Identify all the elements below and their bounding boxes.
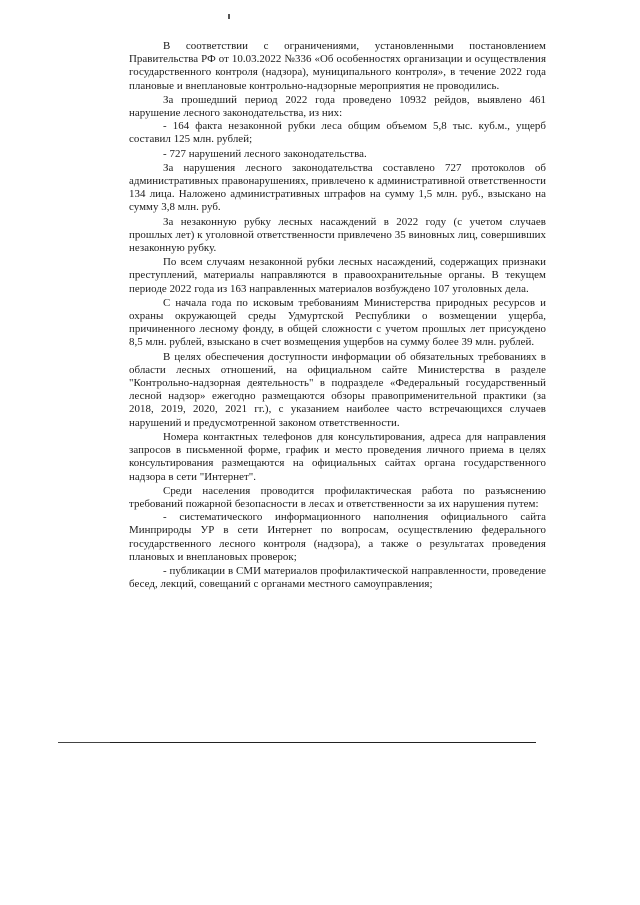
footnote-separator [62,742,536,743]
list-item: - публикации в СМИ материалов профилактической направленности, проведение бесед, лекций, совещаний с органами местного самоуправления; [129,564,546,591]
list-item: - систематического информационного наполнения официального сайта Минприроды УР в сети Интернет по вопросам, осуществлению федерального государственного лесного контроля (надзора), а также о результатах проведения плановых и внеплановых проверок; [129,511,546,563]
scan-mark [228,14,230,19]
list-item: - 727 нарушений лесного законодательства. [163,147,367,160]
document-body [129,40,546,591]
paragraph: По всем случаям незаконной рубки лесных насаждений, содержащих признаки преступлений, материалы направляются в правоохранительные органы. В текущем периоде 2022 года из 163 направленных материалов возбуждено 107 уголовных дела. [129,256,546,295]
list-item: - 164 факта незаконной рубки леса общим объемом 5,8 тыс. куб.м., ущерб составил 125 млн. рублей; [129,120,546,146]
paragraph: С начала года по исковым требованиям Министерства природных ресурсов и охраны окружающей среды Удмуртской Республики о возмещении ущерба, причиненного лесному фонду, в общей сложности с учетом прошлых лет присуждено 8,5 млн. рублей, взыскано в счет возмещения ущербов на сумму более 39 млн. рублей. [129,296,546,349]
paragraph: За незаконную рубку лесных насаждений в 2022 году (с учетом случаев прошлых лет) к уголовной ответственности привлечено 35 виновных лиц, совершивших незаконную рубку. [129,215,546,255]
paragraph: Номера контактных телефонов для консультирования, адреса для направления запросов в письменной форме, график и место проведения личного приема в целях консультирования размещаются на официальных сайтах органа государственного надзора в сети "Интернет". [129,430,546,483]
paragraph: За прошедший период 2022 года проведено 10932 рейдов, выявлено 461 нарушение лесного законодательства, из них: [129,93,546,120]
paragraph: В соответствии с ограничениями, установленными постановлением Правительства РФ от 10.03.2022 №336 «Об особенностях организации и осуществления государственного контроля (надзора), муниципального контроля», в течение 2022 года плановые и внеплановые контрольно-надзорные мероприятия не проводились. [129,40,546,92]
paragraph: Среди населения проводится профилактическая работа по разъяснению требований пожарной безопасности в лесах и ответственности за их нарушения путем: [129,484,546,510]
paragraph: В целях обеспечения доступности информации об обязательных требованиях в области лесных отношений, на официальном сайте Министерства в разделе "Контрольно-надзорная деятельность" в подразделе «Федеральный государственный лесной надзор» ежегодно размещаются обзоры правоприменительной практики (за 2018, 2019, 2020, 2021 гг.), с указанием наиболее часто встречающихся случаев нарушений и предусмотренной законом ответственности. [129,350,546,429]
paragraph: За нарушения лесного законодательства составлено 727 протоколов об административных правонарушениях, привлечено к административной ответственности 134 лица. Наложено административных штрафов на сумму 1,5 млн. руб., взыскано на сумму 3,8 млн. руб. [129,161,546,214]
